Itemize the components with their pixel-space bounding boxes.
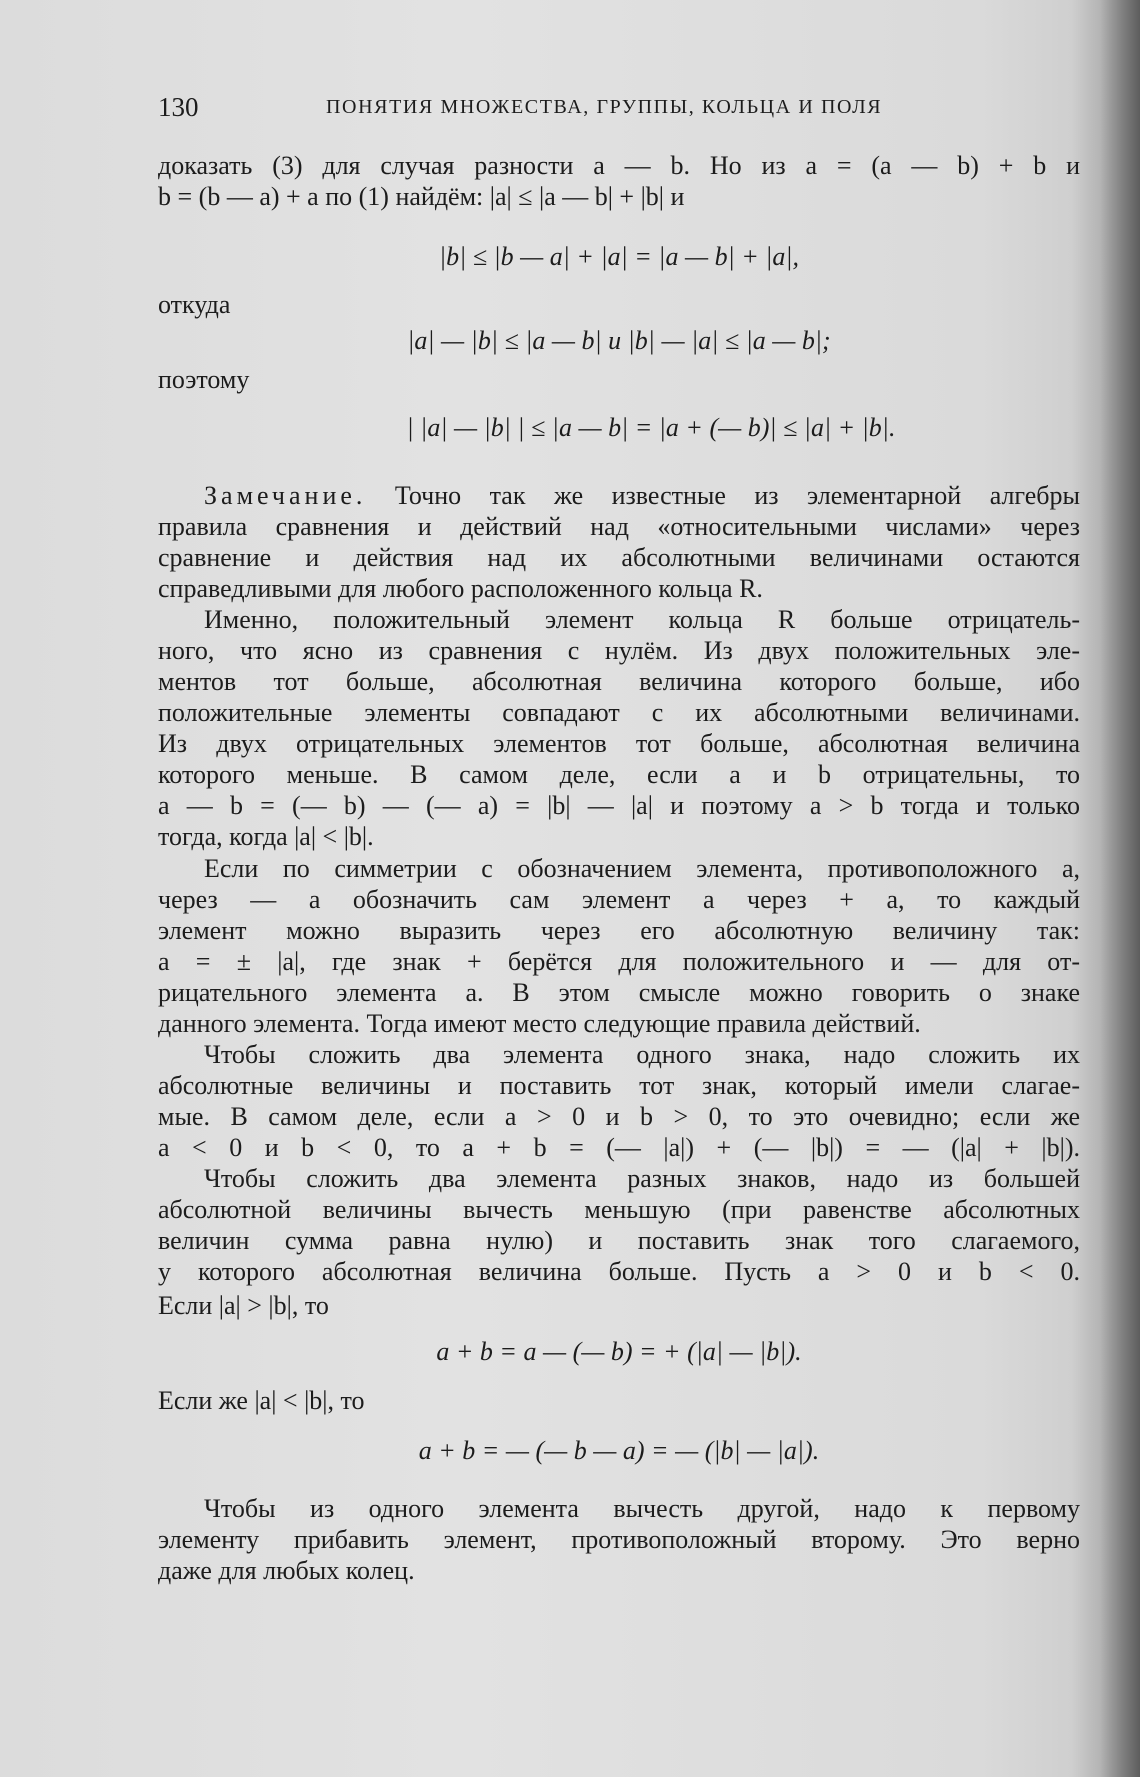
text-line: положительные элементы совпадают с их абсолютными величинами. [158,698,1080,727]
remark-word: Замечание. [204,481,367,510]
paragraph-first-line: Чтобы из одного элемента вычесть другой, надо к первому [204,1494,1080,1523]
display-formula: |a| — |b| ≤ |a — b| и |b| — |a| ≤ |a — b|; [407,326,831,355]
text-line: справедливыми для любого расположенного кольца R. [158,574,763,603]
paragraph-first-line: Если по симметрии с обозначением элемента, противоположного a, [204,854,1080,883]
display-formula: a + b = a — (— b) = + (|a| — |b|). [436,1337,802,1366]
text-line: ного, что ясно из сравнения с нулём. Из двух положительных эле- [158,636,1080,665]
paragraph-first-line: Чтобы сложить два элемента одного знака, надо сложить их [204,1040,1080,1069]
text-line: даже для любых колец. [158,1556,415,1585]
page-edge-shadow [1100,0,1140,1777]
text-line: абсолютной величины вычесть меньшую (при равенстве абсолютных [158,1195,1080,1224]
display-formula: a + b = — (— b — a) = — (|b| — |a|). [418,1436,820,1465]
page-header [158,92,1078,124]
text-line: через — a обозначить сам элемент a через + a, то каждый [158,885,1080,914]
text-line: откуда [158,290,231,319]
text-line: правила сравнения и действий над «относительными числами» через [158,512,1080,541]
text-line: a = ± |a|, где знак + берётся для положительного и — для от- [158,947,1080,976]
text-line: сравнение и действия над их абсолютными величинами остаются [158,543,1080,572]
text-line: элемент можно выразить через его абсолютную величину так: [158,916,1080,945]
text-line: доказать (3) для случая разности a — b. Но из a = (a — b) + b и [158,151,1080,180]
text-line: абсолютные величины и поставить тот знак, который имели слагае- [158,1071,1080,1100]
remark-heading: Замечание. Точно так же известные из элементарной алгебры [204,481,1080,510]
text-line: тогда, когда |a| < |b|. [158,822,374,851]
paragraph-first-line: Именно, положительный элемент кольца R больше отрицатель- [204,605,1080,634]
text-line: величин сумма равна нулю) и поставить знак того слагаемого, [158,1226,1080,1255]
paragraph-first-line: Чтобы сложить два элемента разных знаков, надо из большей [204,1164,1080,1193]
text-line: b = (b — a) + a по (1) найдём: |a| ≤ |a — b| + |b| и [158,182,685,211]
text-line: ментов тот больше, абсолютная величина которого больше, ибо [158,667,1080,696]
page-number: 130 [158,92,199,122]
text-line: a — b = (— b) — (— a) = |b| — |a| и поэтому a > b тогда и только [158,791,1080,820]
text-line: Если |a| > |b|, то [158,1291,329,1320]
text-line: данного элемента. Тогда имеют место следующие правила действий. [158,1009,921,1038]
paragraph-first-line [204,480,1080,511]
text-line: у которого абсолютная величина больше. Пусть a > 0 и b < 0. [158,1257,1080,1286]
text-line: мые. В самом деле, если a > 0 и b > 0, то это очевидно; если же [158,1102,1080,1131]
display-formula: |b| ≤ |b — a| + |a| = |a — b| + |a|, [438,242,800,271]
text-line: которого меньше. В самом деле, если a и b отрицательны, то [158,760,1080,789]
text-line: Из двух отрицательных элементов тот больше, абсолютная величина [158,729,1080,758]
running-title: ПОНЯТИЯ МНОЖЕСТВА, ГРУППЫ, КОЛЬЦА И ПОЛЯ [326,96,883,118]
text-line: рицательного элемента a. В этом смысле можно говорить о знаке [158,978,1080,1007]
text-line: Если же |a| < |b|, то [158,1386,365,1415]
text-line: элементу прибавить элемент, противоположный второму. Это верно [158,1525,1080,1554]
display-formula: | |a| — |b| | ≤ |a — b| = |a + (— b)| ≤ |a| + |b|. [406,413,896,442]
text-line: a < 0 и b < 0, то a + b = (— |a|) + (— |b|) = — (|a| + |b|). [158,1133,1080,1162]
text-line: поэтому [158,365,250,394]
